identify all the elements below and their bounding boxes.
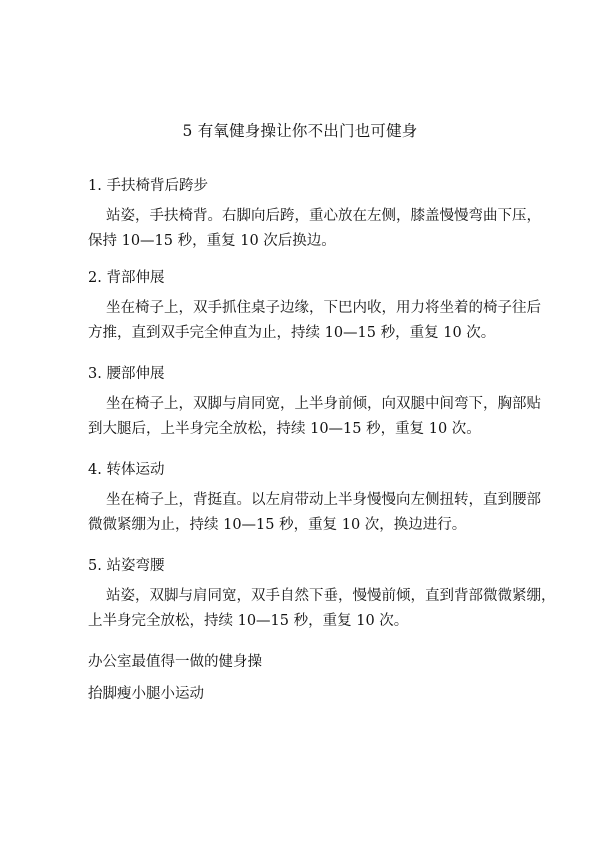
section-heading-5: 5. 站姿弯腰 [88, 558, 165, 574]
section-paragraph-3 [88, 392, 541, 442]
paragraph-line: 坐在椅子上，双手抓住桌子边缘，下巴内收，用力将坐着的椅子往后 [106, 300, 541, 316]
section-paragraph-2 [88, 296, 541, 346]
paragraph-line: 坐在椅子上，双脚与肩同宽，上半身前倾，向双腿中间弯下，胸部贴 [106, 396, 541, 412]
office-exercise-heading: 办公室最值得一做的健身操 [88, 654, 262, 670]
paragraph-line: 上半身完全放松，持续 10—15 秒，重复 10 次。 [88, 613, 409, 629]
section-paragraph-4 [88, 488, 541, 538]
paragraph-line: 方推，直到双手完全伸直为止，持续 10—15 秒，重复 10 次。 [88, 325, 496, 341]
paragraph-line: 站姿，双脚与肩同宽，双手自然下垂，慢慢前倾，直到背部微微紧绷， [106, 588, 556, 604]
section-heading-3: 3. 腰部伸展 [88, 366, 165, 382]
section-paragraph-5 [88, 584, 556, 634]
section-heading-1: 1. 手扶椅背后跨步 [88, 178, 208, 194]
paragraph-line: 坐在椅子上，背挺直。以左肩带动上半身慢慢向左侧扭转，直到腰部 [106, 492, 541, 508]
leg-exercise-heading: 抬脚瘦小腿小运动 [88, 686, 204, 702]
section-heading-4: 4. 转体运动 [88, 462, 165, 478]
section-heading-2: 2. 背部伸展 [88, 270, 165, 286]
section-paragraph-1 [88, 204, 541, 254]
page-title: 5 有氧健身操让你不出门也可健身 [182, 122, 418, 140]
paragraph-line: 到大腿后，上半身完全放松，持续 10—15 秒，重复 10 次。 [88, 421, 481, 437]
paragraph-line: 保持 10—15 秒，重复 10 次后换边。 [88, 233, 336, 249]
paragraph-line: 站姿，手扶椅背。右脚向后跨，重心放在左侧，膝盖慢慢弯曲下压， [106, 208, 541, 224]
paragraph-line: 微微紧绷为止，持续 10—15 秒，重复 10 次，换边进行。 [88, 517, 467, 533]
